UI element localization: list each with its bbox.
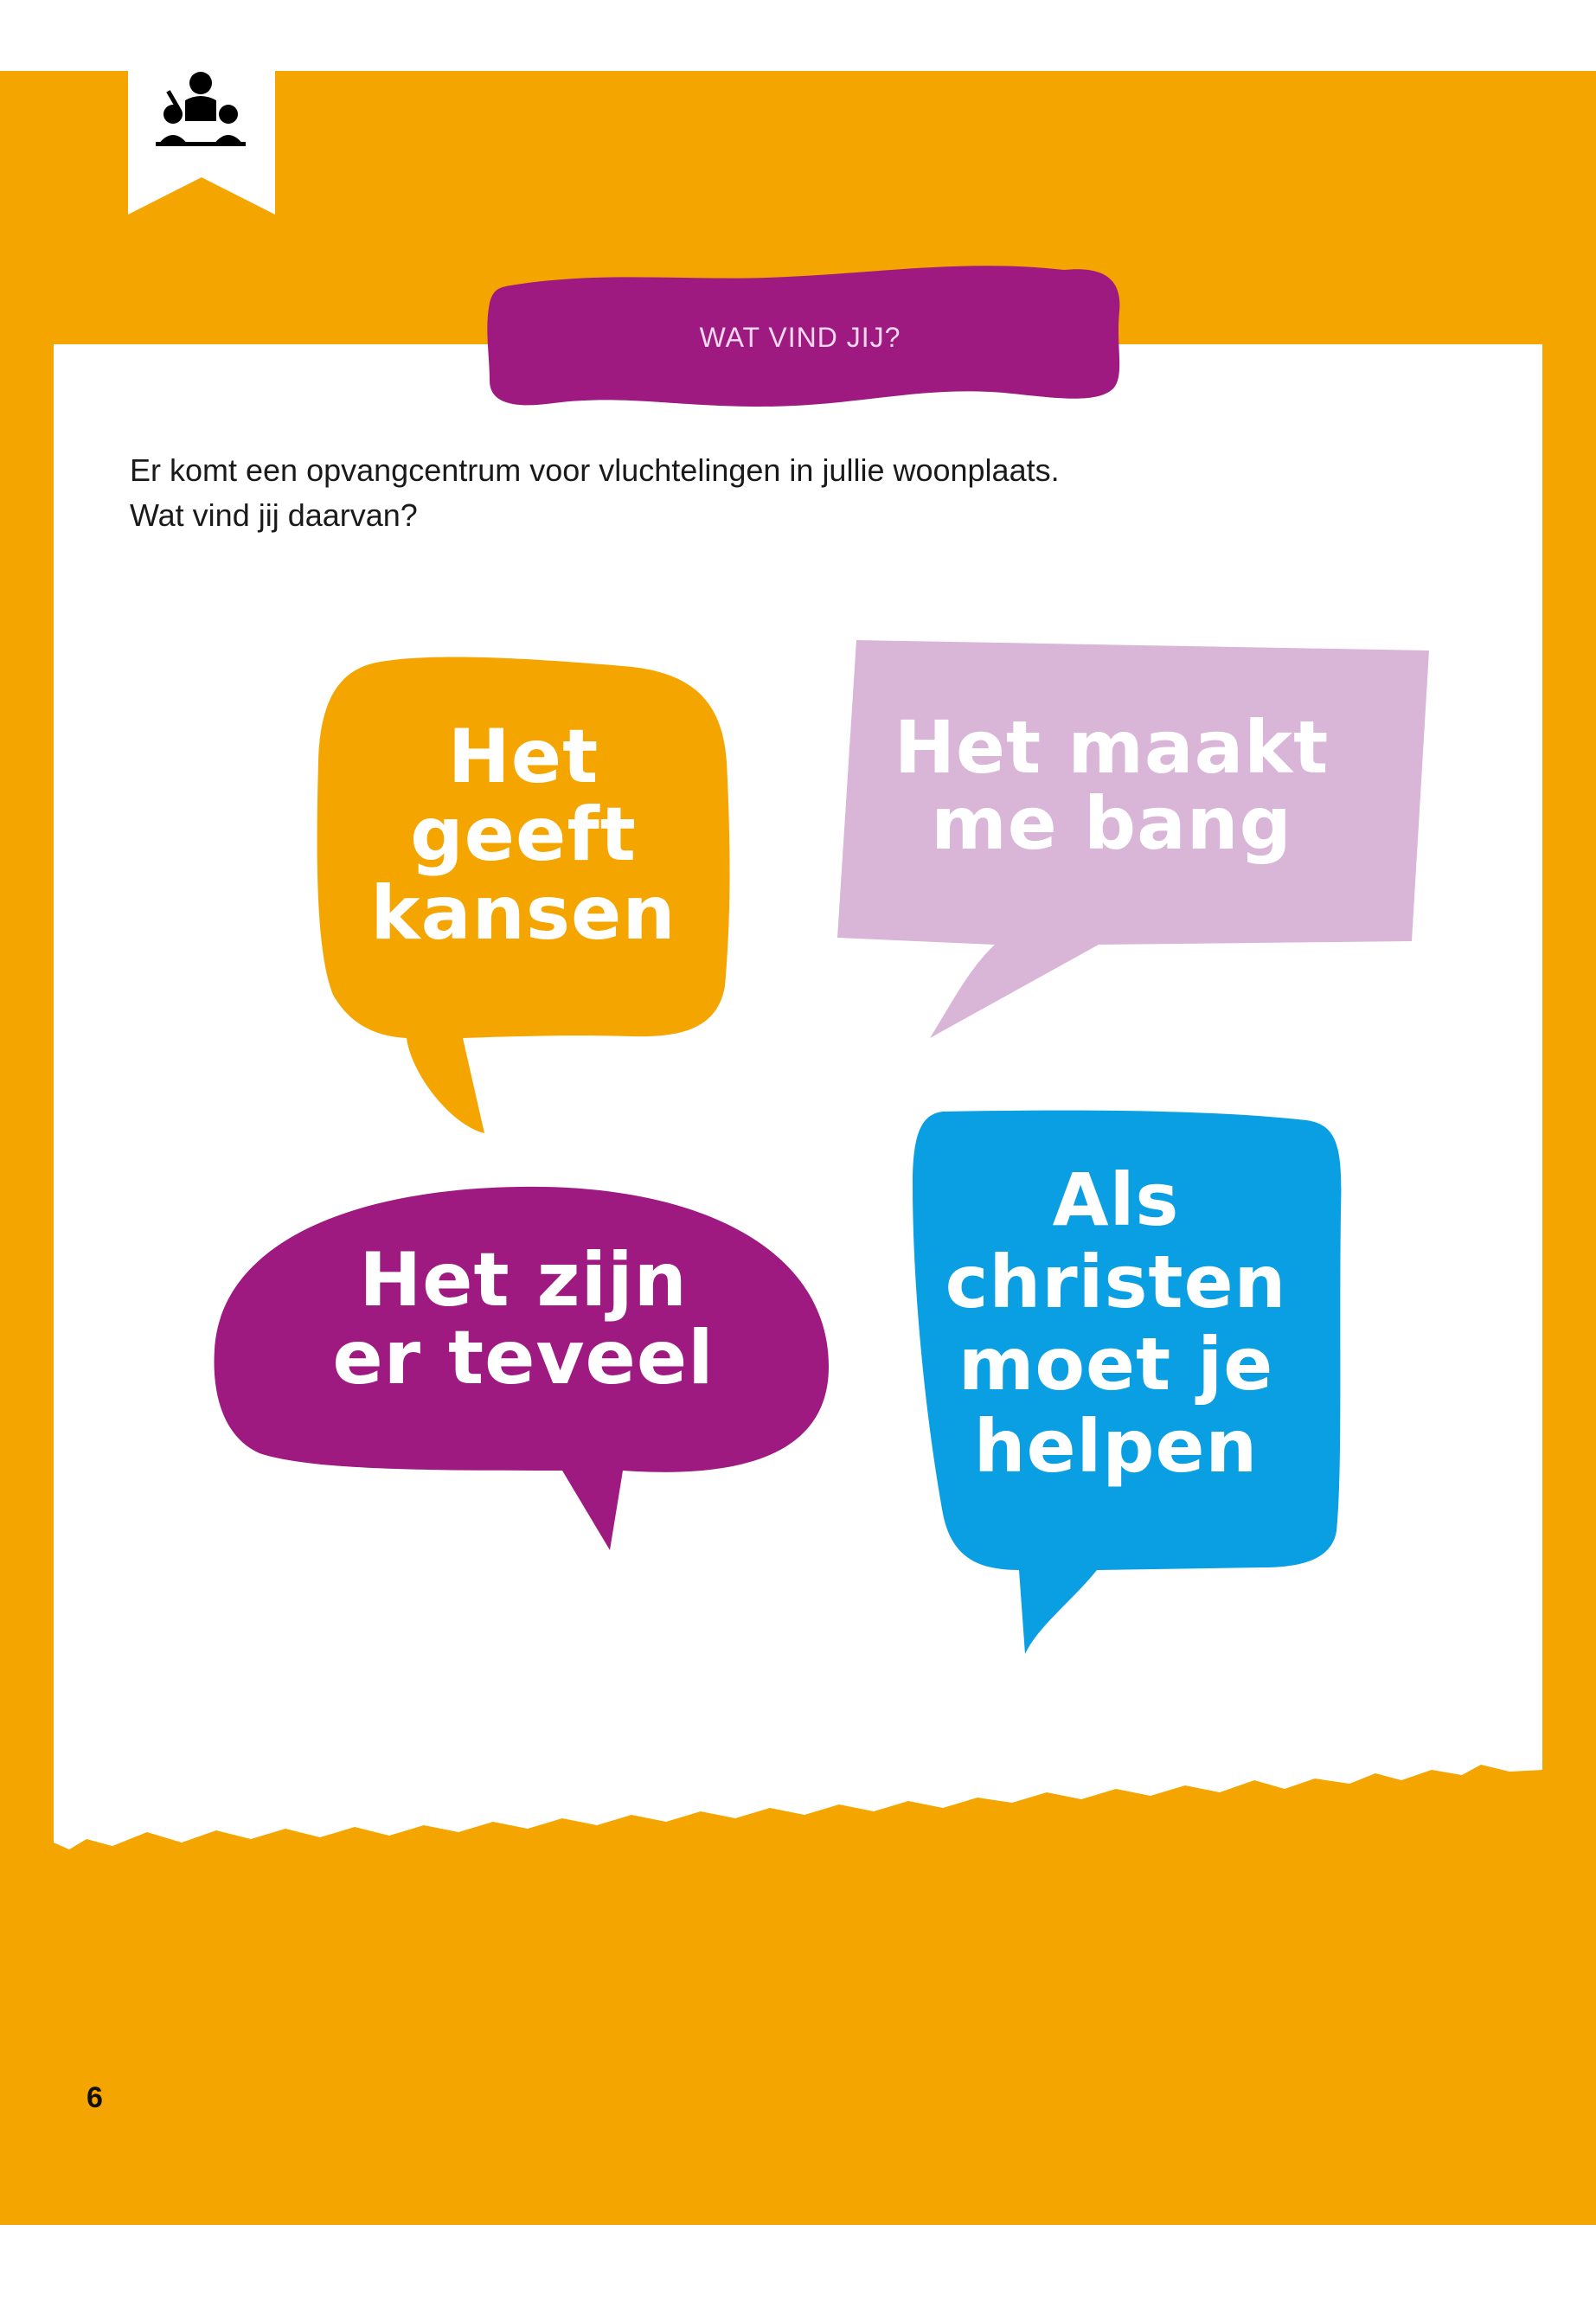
section-title: WAT VIND JIJ? [699,322,901,353]
bubble-line: Het [447,714,599,800]
bubble-text-purple [285,1237,761,1402]
intro-line-1: Er komt een opvangcentrum voor vluchtelingen in jullie woonplaats. [130,452,1060,488]
bubble-text-orange [333,714,714,957]
bubble-line: er teveel [332,1315,715,1402]
white-paper-panel [54,344,1542,1849]
intro-question [130,448,1427,538]
bubble-line: geeft [410,792,637,879]
bubble-line: christen [945,1239,1287,1324]
bubble-line: Het maakt [894,705,1330,790]
intro-line-2: Wat vind jij daarvan? [130,497,418,533]
bubble-line: me bang [931,781,1292,867]
bubble-text-blue [921,1159,1311,1488]
bottom-white-strip [0,2225,1596,2301]
page-number: 6 [87,2081,103,2114]
bubble-line: helpen [973,1403,1259,1489]
bubble-line: Als [1052,1157,1180,1242]
bubble-line: Het zijn [359,1237,688,1324]
bubble-line: moet je [958,1321,1274,1407]
bubble-text-lilac [852,705,1371,867]
bubble-line: kansen [370,869,676,957]
